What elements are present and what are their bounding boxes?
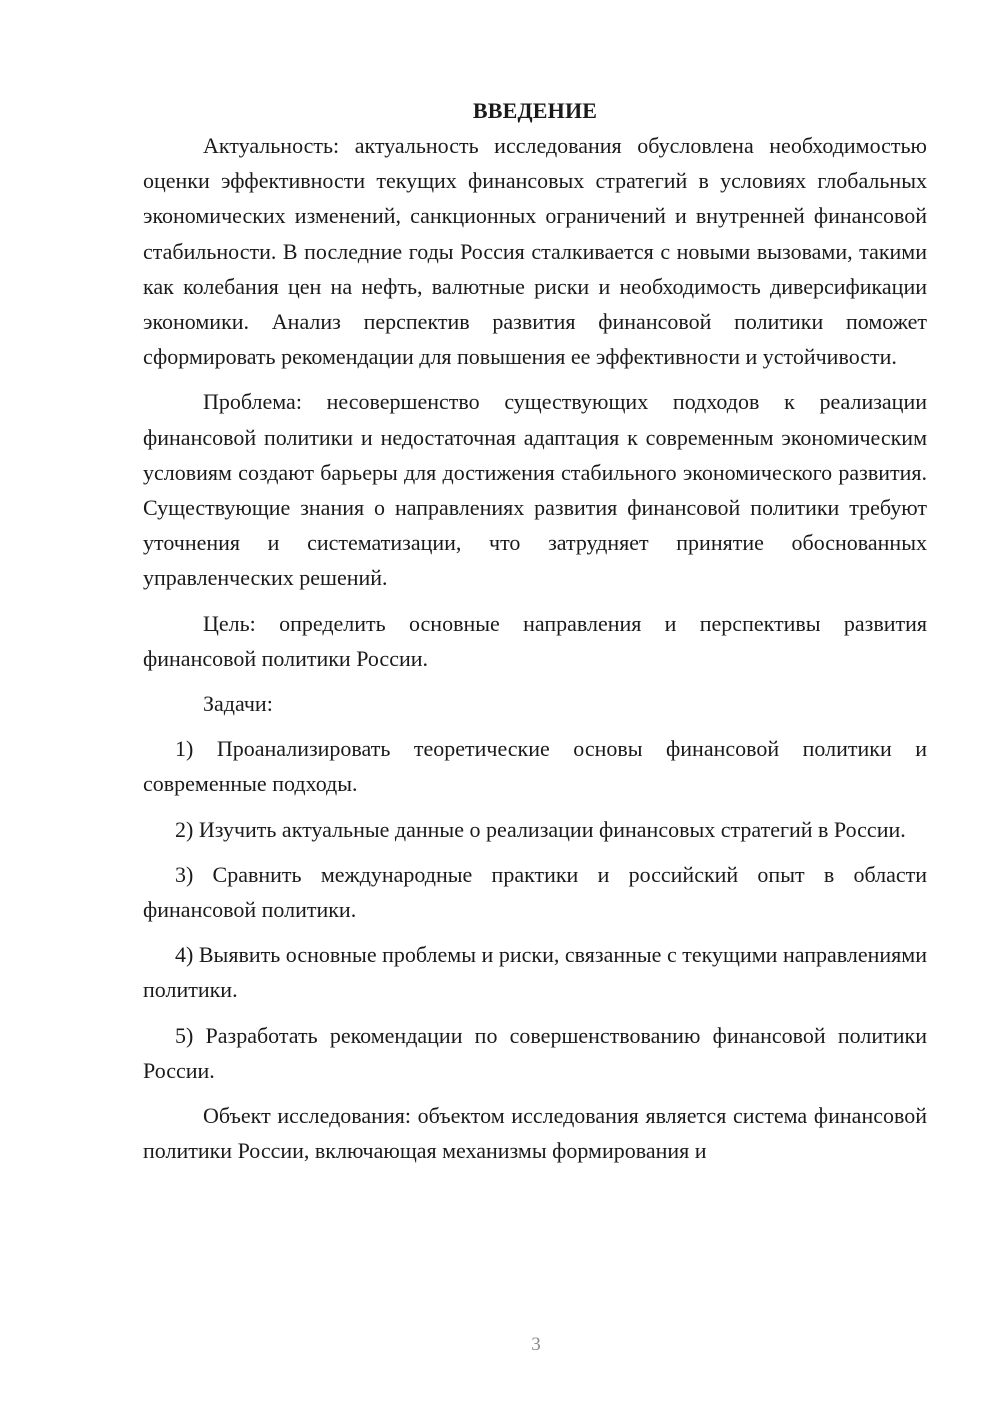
paragraph-goal: Цель: определить основные направления и перспективы развития финансовой политики России.: [143, 610, 927, 671]
page-number: 3: [531, 1334, 541, 1355]
paragraph-problem: Проблема: несовершенство существующих подходов к реализации финансовой политики и недостаточная адаптация к современным экономическим условиям создают барьеры для достижения стабильного экономического развития. Существующие знания о направлениях развития финансовой политики требуют уточнения и систематизации, что затрудняет принятие обоснованных управленческих решений.: [143, 389, 927, 591]
paragraph-object: Объект исследования: объектом исследования является система финансовой политики России, включающая механизмы формирования и: [143, 1103, 927, 1164]
task-item-3: 3) Сравнить международные практики и российский опыт в области финансовой политики.: [143, 861, 927, 923]
task-item-4: 4) Выявить основные проблемы и риски, связанные с текущими направлениями политики.: [143, 942, 927, 1003]
paragraph-relevance: Актуальность: актуальность исследования обусловлена необходимостью оценки эффективности текущих финансовых стратегий в условиях глобальных экономических изменений, санкционных ограничений и внутренней финансовой стабильности. В последние годы Россия сталкивается с новыми вызовами, такими как колебания цен на нефть, валютные риски и необходимость диверсификации экономики. Анализ перспектив развития финансовой политики поможет сформировать рекомендации для повышения ее эффективности и устойчивости.: [143, 133, 927, 370]
task-item-5: 5) Разработать рекомендации по совершенствованию финансовой политики России.: [143, 1022, 927, 1083]
task-item-2: 2) Изучить актуальные данные о реализации финансовых стратегий в России.: [175, 816, 906, 842]
section-title: ВВЕДЕНИЕ: [472, 98, 598, 123]
page-body: [143, 94, 927, 1168]
paragraph-tasks-heading: Задачи:: [203, 691, 273, 717]
task-item-1: 1) Проанализировать теоретические основы финансовой политики и современные подходы.: [143, 736, 927, 797]
